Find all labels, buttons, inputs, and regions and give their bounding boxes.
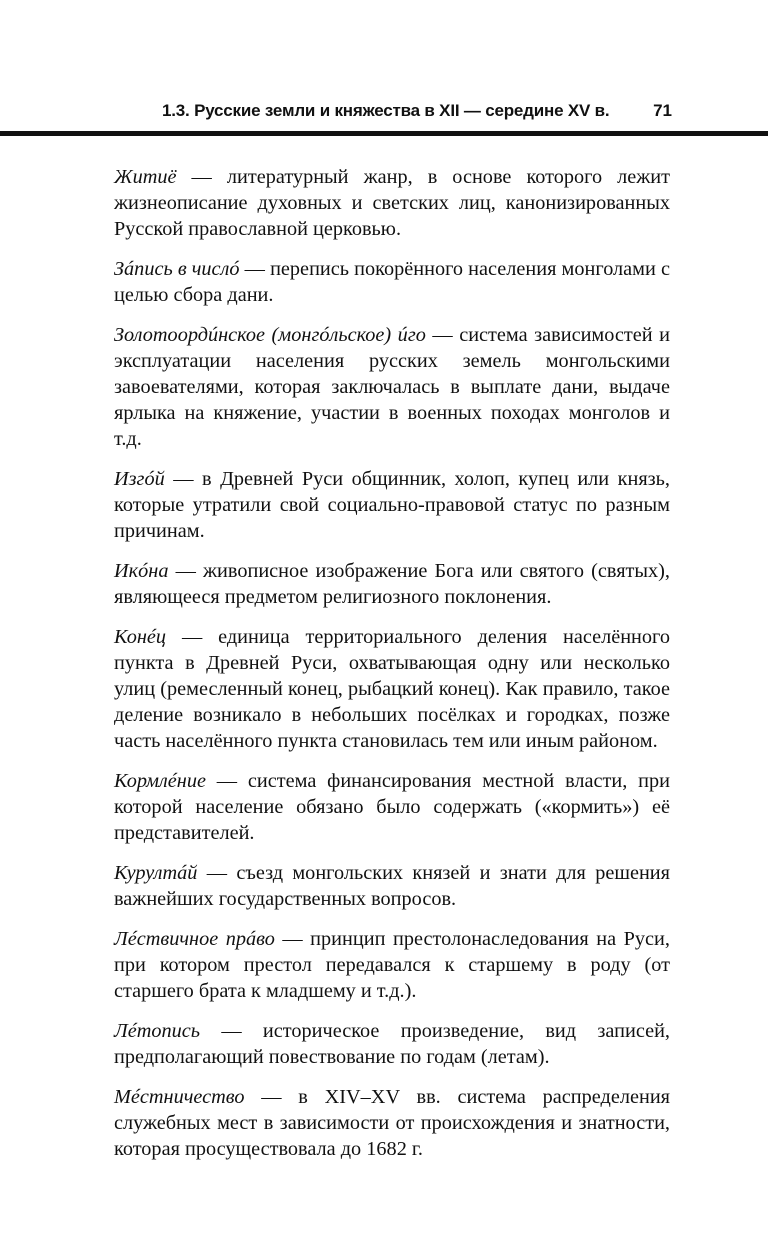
running-title: 1.3. Русские земли и княжества в XII — середине XV в.	[162, 101, 610, 120]
glossary-entry	[114, 256, 670, 308]
glossary-definition: — единица территориального деления населённого пункта в Древней Руси, охватывающая одну или несколько улиц (ремесленный конец, рыбацкий конец). Как правило, такое деление возникало в небольших посёлках и городках, позже часть населённого пункта становилась тем или иным районом.	[114, 626, 670, 752]
glossary-term: Мéстничество	[114, 1086, 245, 1108]
glossary-definition: — историческое произведение, вид записей, предполагающий повествование по годам (летам).	[114, 1020, 670, 1068]
glossary-definition: — система зависимостей и эксплуатации населения русских земель монгольскими завоевателями, которая заключалась в выплате дани, выдаче ярлыка на княжение, участии в военных походах монголов и т.д.	[114, 324, 670, 450]
glossary-term: Лéствичное прáво	[114, 928, 275, 950]
glossary-term: Зáпись в числó	[114, 258, 240, 280]
running-header	[112, 95, 672, 131]
page-number: 71	[653, 101, 672, 120]
glossary-entry	[114, 926, 670, 1004]
glossary-definition: — съезд монгольских князей и знати для решения важнейших государственных вопросов.	[114, 862, 670, 910]
glossary-definition: — в XIV–XV вв. система распределения служебных мест в зависимости от происхождения и знатности, которая просуществовала до 1682 г.	[114, 1086, 670, 1160]
glossary-definition: — живописное изображение Бога или святого (святых), являющееся предметом религиозного поклонения.	[114, 560, 670, 608]
glossary-term: Конéц	[114, 626, 167, 648]
glossary-entry	[114, 860, 670, 912]
glossary-term: Кормлéние	[114, 770, 206, 792]
glossary-entry	[114, 768, 670, 846]
glossary-definition: — в Древней Руси общинник, холоп, купец или князь, которые утратили свой социально-правовой статус по разным причинам.	[114, 468, 670, 542]
glossary	[114, 164, 670, 1176]
glossary-term: Житиё	[114, 166, 177, 188]
glossary-entry	[114, 1018, 670, 1070]
glossary-term: Лéтопись	[114, 1020, 201, 1042]
glossary-entry	[114, 558, 670, 610]
glossary-entry	[114, 624, 670, 754]
glossary-entry	[114, 466, 670, 544]
glossary-term: Изгóй	[114, 468, 165, 490]
glossary-definition: — принцип престолонаследования на Руси, при котором престол передавался к старшему в роду (от старшего брата к младшему и т.д.).	[114, 928, 670, 1002]
header-rule	[0, 131, 768, 136]
glossary-term: Икóна	[114, 560, 169, 582]
glossary-term: Золотоордúнское (монгóльское) úго	[114, 324, 426, 346]
glossary-definition: — литературный жанр, в основе которого лежит жизнеописание духовных и светских лиц, канонизированных Русской православной церковью.	[114, 166, 670, 240]
glossary-entry	[114, 322, 670, 452]
glossary-definition: — перепись покорённого населения монголами с целью сбора дани.	[114, 258, 670, 306]
glossary-entry	[114, 1084, 670, 1162]
glossary-term: Курултáй	[114, 862, 198, 884]
glossary-entry	[114, 164, 670, 242]
glossary-definition: — система финансирования местной власти, при которой население обязано было содержать («кормить») её представителей.	[114, 770, 670, 844]
